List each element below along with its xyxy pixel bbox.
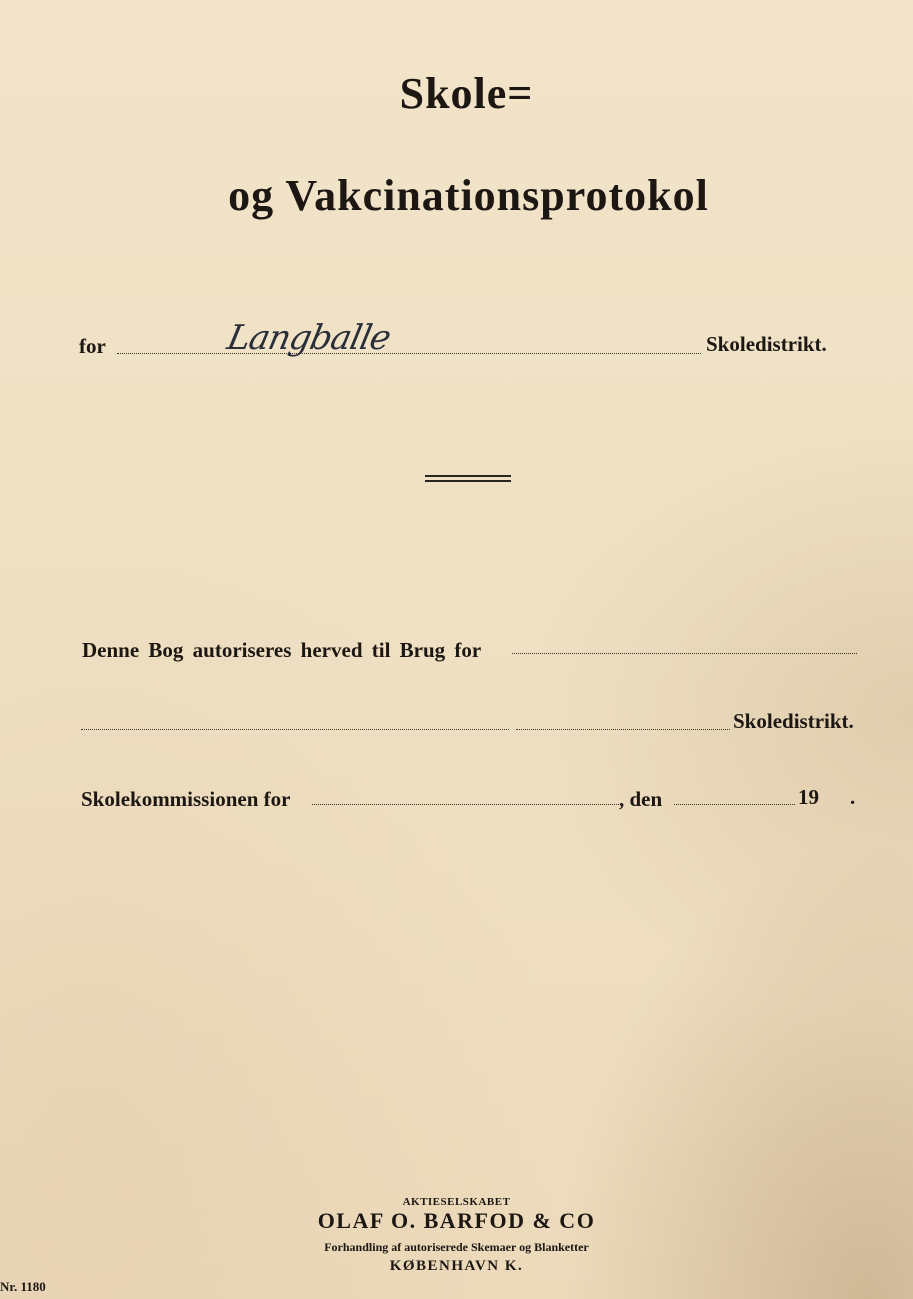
district-dotted-line (117, 353, 701, 354)
authorization-line-2-suffix: Skoledistrikt. (733, 709, 854, 733)
commission-dotted-line (312, 804, 621, 805)
date-label: , den (619, 787, 663, 811)
publisher-company-type: AKTIESELSKABET (402, 1196, 511, 1208)
year-period: . (850, 785, 856, 809)
authorization-dotted-line-1 (512, 653, 857, 654)
commission-label: Skolekommissionen for (81, 787, 291, 811)
publisher-name: OLAF O. BARFOD & CO (317, 1208, 596, 1233)
date-dotted-line (674, 804, 795, 805)
authorization-dotted-line-2a (81, 729, 509, 730)
district-prefix: for (79, 334, 106, 358)
form-number: Nr. 1180 (0, 1279, 46, 1294)
publisher-description: Forhandling af autoriserede Skemaer og Blanketter (324, 1240, 589, 1254)
title-line-2: og Vakcinationsprotokol (228, 171, 709, 220)
publisher-city: KØBENHAVN K. (389, 1258, 524, 1274)
authorization-dotted-line-2b (516, 729, 730, 730)
year-prefix: 19 (798, 785, 819, 809)
district-suffix: Skoledistrikt. (706, 332, 827, 356)
divider-top-rule (425, 475, 511, 477)
district-handwritten-value: Langballe (223, 318, 394, 358)
authorization-line-1: Denne Bog autoriseres herved til Brug for (82, 638, 482, 662)
title-line-1: Skole= (399, 69, 534, 118)
divider-bottom-rule (425, 480, 511, 482)
